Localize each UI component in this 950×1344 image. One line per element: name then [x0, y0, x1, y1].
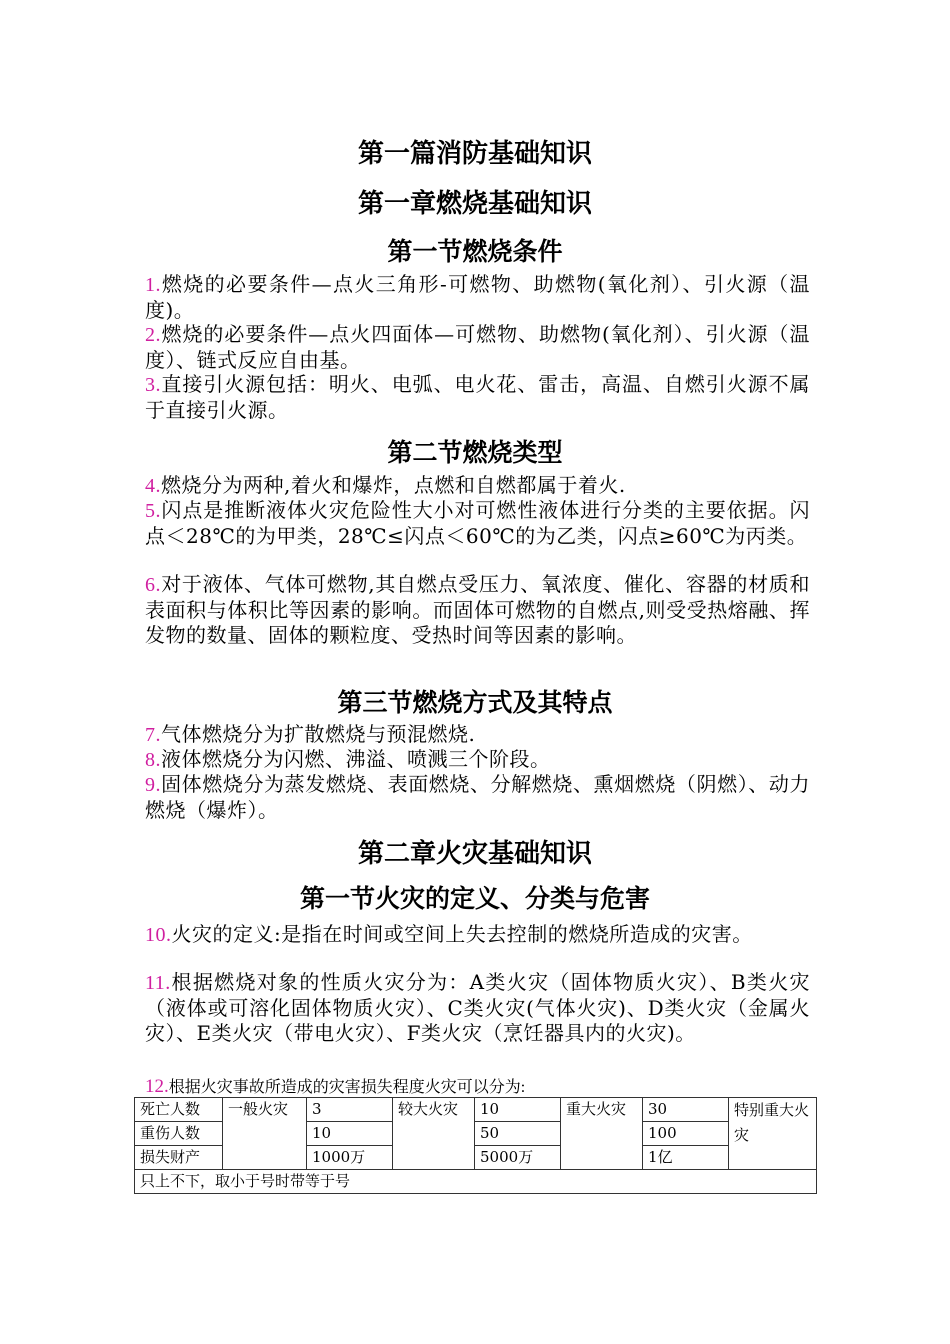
section-3-title: 第三节燃烧方式及其特点: [337, 688, 613, 717]
list-item: [145, 372, 810, 423]
row-label-injuries: 重伤人数: [135, 1122, 223, 1146]
list-item: [145, 322, 810, 373]
list-item: [145, 272, 810, 323]
row-label-deaths: 死亡人数: [135, 1098, 223, 1122]
item-number: 10.: [145, 924, 172, 946]
fire-level-table: [134, 1097, 817, 1194]
cell: 3: [307, 1098, 393, 1122]
list-item: [145, 473, 810, 499]
list-item: [145, 498, 810, 549]
item-number: 2.: [145, 324, 161, 346]
item-text: 燃烧的必要条件—点火四面体—可燃物、助燃物(氧化剂）、引火源（温度）、链式反应自由基。: [145, 322, 810, 372]
item-text: 闪点是推断液体火灾危险性大小对可燃性液体进行分类的主要依据。闪点＜28℃的为甲类，28℃≤闪点＜60℃的为乙类，闪点≥60℃为丙类。: [145, 498, 810, 548]
table-intro: [145, 1074, 525, 1098]
item-text: 直接引火源包括：明火、电弧、电火花、雷击，高温、自燃引火源不属于直接引火源。: [145, 372, 810, 422]
cell: 5000万: [475, 1146, 561, 1170]
item-text: 气体燃烧分为扩散燃烧与预混燃烧.: [161, 722, 476, 746]
cell: 50: [475, 1122, 561, 1146]
item-text: 火灾的定义:是指在时间或空间上失去控制的燃烧所造成的灾害。: [171, 922, 753, 946]
item-number: 4.: [145, 475, 161, 497]
list-item: [145, 772, 810, 823]
item-text: 燃烧的必要条件—点火三角形-可燃物、助燃物(氧化剂）、引火源（温度)。: [145, 272, 810, 322]
cell: 100: [643, 1122, 729, 1146]
list-item: [145, 722, 810, 748]
cell: 1000万: [307, 1146, 393, 1170]
item-number: 7.: [145, 724, 161, 746]
item-number: 5.: [145, 500, 161, 522]
item-number: 12.: [145, 1076, 169, 1097]
table-note: 只上不下，取小于号时带等于号: [135, 1170, 817, 1194]
level-major: 重大火灾: [561, 1098, 643, 1170]
table-row: [135, 1098, 817, 1122]
cell: 10: [475, 1098, 561, 1122]
section-4-title: 第一节火灾的定义、分类与危害: [299, 884, 650, 913]
level-especially-major: 特别重大火灾: [729, 1098, 817, 1170]
chapter-2-title: 第二章火灾基础知识: [357, 839, 592, 869]
item-number: 11.: [145, 972, 171, 994]
list-item: [145, 922, 810, 948]
item-text: 固体燃烧分为蒸发燃烧、表面燃烧、分解燃烧、熏烟燃烧（阴燃）、动力燃烧（爆炸）。: [145, 772, 810, 822]
item-number: 3.: [145, 374, 161, 396]
cell: 10: [307, 1122, 393, 1146]
level-larger: 较大火灾: [393, 1098, 475, 1170]
list-item: [145, 572, 810, 648]
level-general: 一般火灾: [223, 1098, 307, 1170]
item-text: 液体燃烧分为闪燃、沸溢、喷溅三个阶段。: [161, 747, 551, 771]
cell: 1亿: [643, 1146, 729, 1170]
item-text: 根据火灾事故所造成的灾害损失程度火灾可以分为:: [168, 1079, 526, 1096]
list-item: [145, 747, 810, 773]
chapter-1-title: 第一章燃烧基础知识: [357, 189, 592, 219]
table-row: [135, 1170, 817, 1194]
item-text: 对于液体、气体可燃物,其自燃点受压力、氧浓度、催化、容器的材质和表面积与体积比等因素的影响。而固体可燃物的自燃点,则受受热熔融、挥发物的数量、固体的颗粒度、受热时间等因素的影响。: [145, 572, 810, 647]
item-number: 9.: [145, 774, 161, 796]
row-label-property: 损失财产: [135, 1146, 223, 1170]
item-number: 6.: [145, 574, 161, 596]
cell: 30: [643, 1098, 729, 1122]
item-number: 1.: [145, 274, 161, 296]
item-text: 燃烧分为两种,着火和爆炸，点燃和自燃都属于着火.: [161, 473, 626, 497]
item-text: 根据燃烧对象的性质火灾分为：A类火灾（固体物质火灾）、B类火灾（液体或可溶化固体物质火灾）、C类火灾(气体火灾)、D类火灾（金属火灾）、E类火灾（带电火灾）、F类火灾（烹饪器具内的火灾)。: [145, 970, 810, 1045]
section-1-title: 第一节燃烧条件: [387, 237, 563, 266]
section-2-title: 第二节燃烧类型: [387, 438, 563, 467]
list-item: [145, 970, 810, 1046]
part-title: 第一篇消防基础知识: [357, 139, 592, 169]
item-number: 8.: [145, 749, 161, 771]
